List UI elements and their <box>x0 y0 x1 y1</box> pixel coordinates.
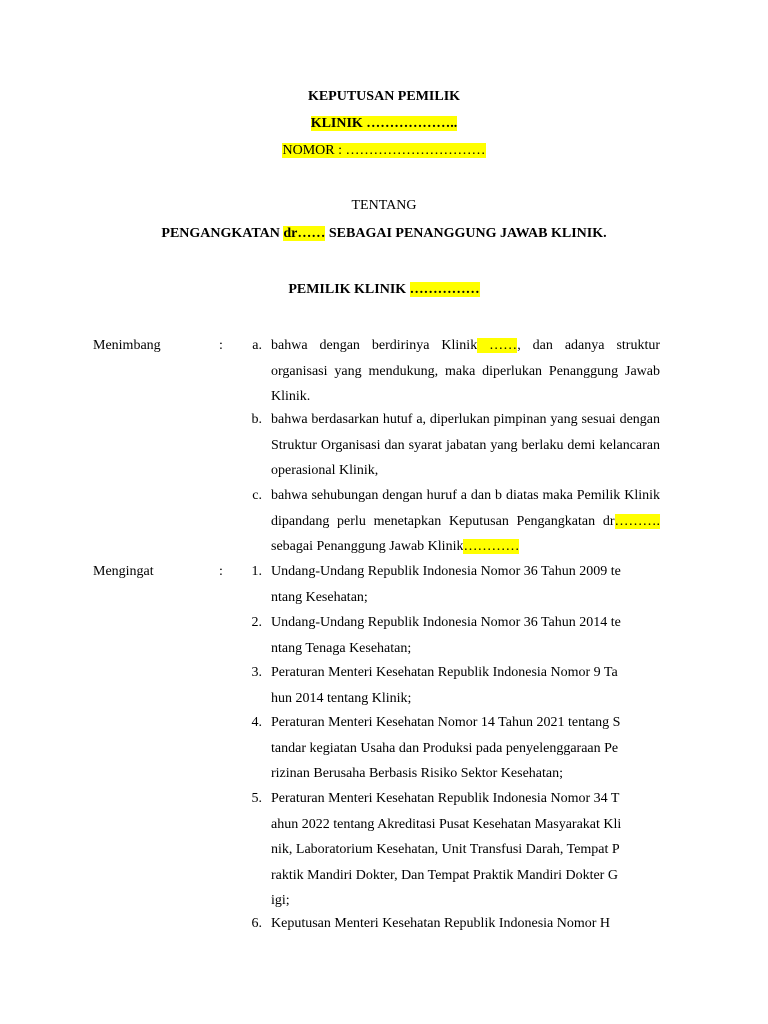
owner-text: PEMILIK KLINIK <box>288 282 410 297</box>
subject-dr-placeholder: dr…… <box>283 226 326 241</box>
mengingat-item-3-line: hun 2014 tentang Klinik; <box>271 690 412 706</box>
menimbang-marker-c: c. <box>252 488 262 503</box>
owner-line <box>0 280 768 300</box>
menimbang-marker-b: b. <box>251 412 262 427</box>
mengingat-marker-3: 3. <box>251 665 262 680</box>
menimbang-item-c-text-end: sebagai Penanggung Jawab Klinik <box>271 539 464 554</box>
mengingat-item-4-line: rizinan Berusaha Berbasis Risiko Sektor Kesehatan; <box>271 766 563 781</box>
mengingat-item-4-line: tandar kegiatan Usaha dan Produksi pada penyelenggaraan Pe <box>271 740 619 756</box>
menimbang-item-c-klinik-placeholder: ………… <box>463 539 520 554</box>
doc-title: KEPUTUSAN PEMILIK <box>307 89 461 104</box>
nomor-placeholder: NOMOR : ………………………… <box>282 143 486 158</box>
mengingat-item-1-line: Undang-Undang Republik Indonesia Nomor 36 Tahun 2009 te <box>271 564 621 579</box>
menimbang-item-a-text-end: , dan adanya struktur organisasi yang mendukung, maka diperlukan Penanggung Jawab Klinik. <box>271 338 661 404</box>
mengingat-marker-4: 4. <box>251 715 262 730</box>
mengingat-item-3-line: Peraturan Menteri Kesehatan Republik Indonesia Nomor 9 Ta <box>271 665 618 680</box>
mengingat-item-5-line: ahun 2022 tentang Akreditasi Pusat Kesehatan Masyarakat Kli <box>271 816 622 832</box>
menimbang-item-c-text: bahwa sehubungan dengan huruf a dan b diatas maka Pemilik Klinik dipandang perlu menetapkan Keputusan Pengangkatan dr <box>271 488 660 529</box>
mengingat-item-5-line: raktik Mandiri Dokter, Dan Tempat Praktik Mandiri Dokter G <box>271 867 618 883</box>
mengingat-item-3 <box>271 660 660 711</box>
mengingat-item-2-line: Undang-Undang Republik Indonesia Nomor 36 Tahun 2014 te <box>271 615 621 630</box>
menimbang-item-a-placeholder: …… <box>477 338 518 353</box>
mengingat-item-6 <box>271 911 660 937</box>
mengingat-marker-2: 2. <box>251 615 262 630</box>
subject-line <box>0 224 768 244</box>
mengingat-item-6-line: Keputusan Menteri Kesehatan Republik Indonesia Nomor H <box>271 916 611 931</box>
mengingat-item-2-line: ntang Tenaga Kesehatan; <box>271 640 412 656</box>
mengingat-item-5 <box>271 786 660 914</box>
mengingat-item-5-line: nik, Laboratorium Kesehatan, Unit Transfusi Darah, Tempat P <box>271 842 620 857</box>
mengingat-marker-6: 6. <box>251 916 262 931</box>
owner-placeholder: …………… <box>409 282 480 297</box>
nomor-line <box>0 141 768 161</box>
mengingat-item-4-line: Peraturan Menteri Kesehatan Nomor 14 Tahun 2021 tentang S <box>271 715 621 730</box>
subject-text-c: SEBAGAI PENANGGUNG JAWAB KLINIK. <box>325 226 607 241</box>
mengingat-marker-5: 5. <box>251 791 262 806</box>
menimbang-item-a-text: bahwa dengan berdirinya Klinik <box>271 338 478 353</box>
mengingat-marker-1: 1. <box>251 564 262 579</box>
mengingat-item-1-line: ntang Kesehatan; <box>271 589 368 605</box>
menimbang-colon: : <box>219 338 223 353</box>
mengingat-item-1 <box>271 559 660 610</box>
mengingat-item-4 <box>271 710 660 787</box>
mengingat-colon: : <box>219 564 223 579</box>
menimbang-item-a <box>271 333 660 410</box>
menimbang-item-c <box>271 483 660 560</box>
menimbang-label: Menimbang <box>93 338 161 353</box>
menimbang-item-b: bahwa berdasarkan hutuf a, diperlukan pimpinan yang sesuai dengan Struktur Organisasi dan syarat jabatan yang berlaku demi kelancaran operasional Klinik, <box>271 412 660 478</box>
subject-text-a: PENGANGKATAN <box>161 226 284 241</box>
mengingat-item-5-line: igi; <box>271 893 290 908</box>
menimbang-item-c-dr-placeholder: ………. <box>614 513 660 529</box>
klinik-line <box>0 114 768 134</box>
klinik-placeholder: KLINIK ……………….. <box>310 116 458 131</box>
mengingat-item-2 <box>271 610 660 661</box>
mengingat-label: Mengingat <box>93 564 154 579</box>
mengingat-item-5-line: Peraturan Menteri Kesehatan Republik Indonesia Nomor 34 T <box>271 791 620 806</box>
tentang-heading: TENTANG <box>351 198 417 213</box>
menimbang-marker-a: a. <box>252 338 262 353</box>
